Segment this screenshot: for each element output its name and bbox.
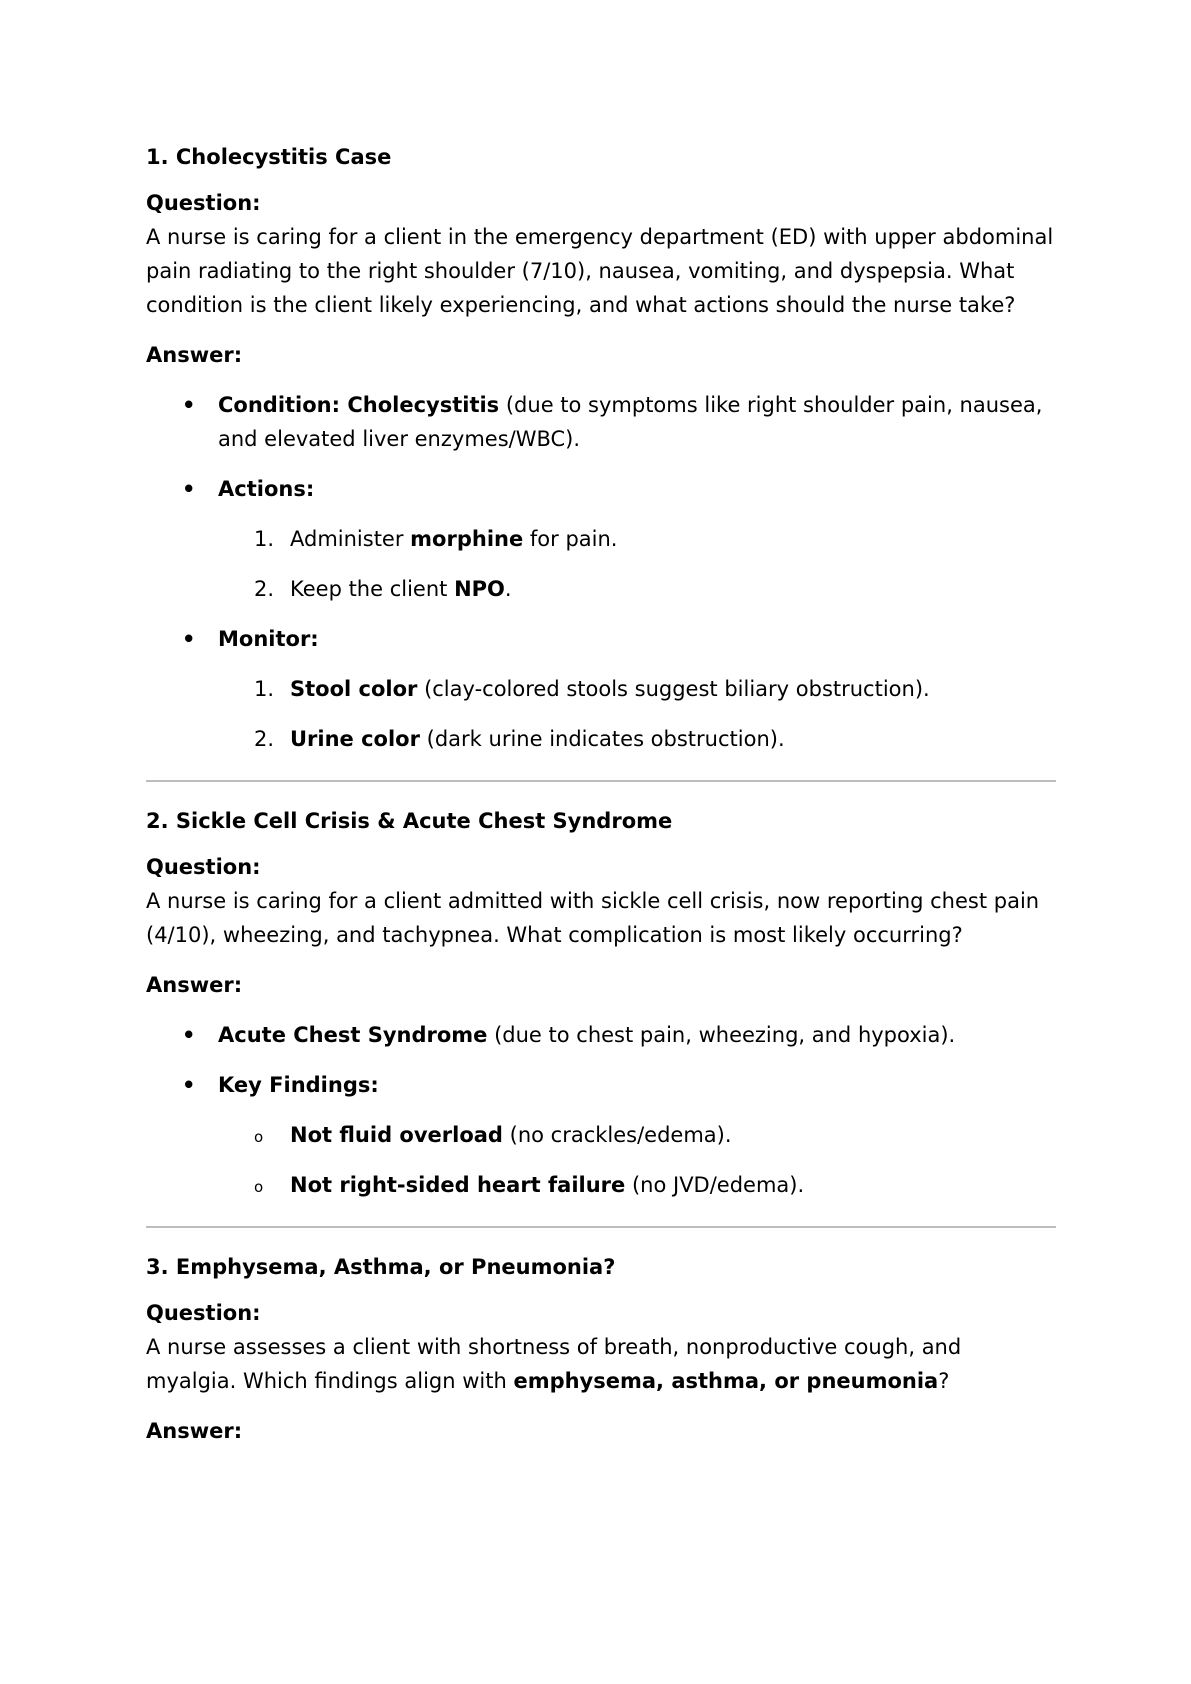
question-text bbox=[146, 1330, 1056, 1398]
answer-list bbox=[146, 388, 1056, 756]
diagnosis-text: (due to chest pain, wheezing, and hypoxia). bbox=[487, 1023, 956, 1047]
section-sickle-cell bbox=[146, 804, 1056, 1202]
answer-item-condition bbox=[146, 388, 1056, 456]
action-text-bold: morphine bbox=[410, 527, 524, 551]
circle-bullet-icon: o bbox=[254, 1178, 264, 1196]
monitor-text-bold: Stool color bbox=[290, 677, 418, 701]
answer-item-monitor bbox=[146, 622, 1056, 756]
monitor-text-post: (dark urine indicates obstruction). bbox=[419, 727, 785, 751]
action-text-bold: NPO bbox=[454, 577, 505, 601]
action-item bbox=[218, 572, 1056, 606]
finding-text-post: (no JVD/edema). bbox=[625, 1173, 805, 1197]
key-findings-label: Key Findings: bbox=[218, 1073, 379, 1097]
answer-item-diagnosis bbox=[146, 1018, 1056, 1052]
action-text-pre: Administer bbox=[290, 527, 411, 551]
question-text: A nurse is caring for a client admitted with sickle cell crisis, now reporting chest pain (4/10), wheezing, and tachypnea. What complication is most likely occurring? bbox=[146, 889, 1040, 947]
question-text-bold: emphysema, asthma, or pneumonia bbox=[513, 1369, 939, 1393]
bullet-icon: • bbox=[182, 627, 196, 651]
finding-item bbox=[218, 1118, 1056, 1152]
bullet-icon: • bbox=[182, 1023, 196, 1047]
action-text-post: for pain. bbox=[523, 527, 618, 551]
bullet-icon: • bbox=[182, 393, 196, 417]
finding-text-post: (no crackles/edema). bbox=[502, 1123, 732, 1147]
question-text-post: ? bbox=[938, 1369, 950, 1393]
monitor-list bbox=[218, 672, 1056, 756]
section-cholecystitis bbox=[146, 140, 1056, 756]
monitor-text-post: (clay-colored stools suggest biliary obstruction). bbox=[417, 677, 930, 701]
section-divider bbox=[146, 780, 1056, 782]
question-text-pre: A nurse assesses a client with shortness of breath, nonproductive cough, and myalgia. Which findings align with bbox=[146, 1335, 962, 1393]
bullet-icon: • bbox=[182, 477, 196, 501]
list-number: 2. bbox=[254, 727, 275, 751]
section-title: 3. Emphysema, Asthma, or Pneumonia? bbox=[146, 1255, 616, 1279]
action-item bbox=[218, 522, 1056, 556]
answer-item-key-findings bbox=[146, 1068, 1056, 1202]
action-text-post: . bbox=[504, 577, 512, 601]
question-label: Question: bbox=[146, 855, 261, 879]
condition-label: Condition: Cholecystitis bbox=[218, 393, 500, 417]
section-title: 2. Sickle Cell Crisis & Acute Chest Syndrome bbox=[146, 809, 673, 833]
answer-list bbox=[146, 1018, 1056, 1202]
answer-label: Answer: bbox=[146, 343, 243, 367]
list-number: 1. bbox=[254, 527, 275, 551]
bullet-icon: • bbox=[182, 1073, 196, 1097]
actions-list bbox=[218, 522, 1056, 606]
circle-bullet-icon: o bbox=[254, 1128, 264, 1146]
finding-text-bold: Not fluid overload bbox=[290, 1123, 503, 1147]
condition-text: (due to symptoms like right shoulder pain, nausea, and elevated liver enzymes/WBC). bbox=[218, 393, 1043, 451]
monitor-item bbox=[218, 722, 1056, 756]
question-label: Question: bbox=[146, 191, 261, 215]
section-title: 1. Cholecystitis Case bbox=[146, 145, 392, 169]
key-findings-list bbox=[218, 1118, 1056, 1202]
answer-label: Answer: bbox=[146, 1419, 243, 1443]
diagnosis-label: Acute Chest Syndrome bbox=[218, 1023, 488, 1047]
section-respiratory bbox=[146, 1250, 1056, 1448]
list-number: 1. bbox=[254, 677, 275, 701]
list-number: 2. bbox=[254, 577, 275, 601]
action-text-pre: Keep the client bbox=[290, 577, 455, 601]
monitor-item bbox=[218, 672, 1056, 706]
finding-item bbox=[218, 1168, 1056, 1202]
actions-label: Actions: bbox=[218, 477, 315, 501]
question-label: Question: bbox=[146, 1301, 261, 1325]
document-page bbox=[146, 140, 1056, 1464]
finding-text-bold: Not right-sided heart failure bbox=[290, 1173, 626, 1197]
answer-label: Answer: bbox=[146, 973, 243, 997]
question-text: A nurse is caring for a client in the emergency department (ED) with upper abdominal pain radiating to the right shoulder (7/10), nausea, vomiting, and dyspepsia. What condition is the client likely experiencing, and what actions should the nurse take? bbox=[146, 225, 1054, 317]
answer-item-actions bbox=[146, 472, 1056, 606]
monitor-label: Monitor: bbox=[218, 627, 319, 651]
section-divider bbox=[146, 1226, 1056, 1228]
monitor-text-bold: Urine color bbox=[290, 727, 420, 751]
